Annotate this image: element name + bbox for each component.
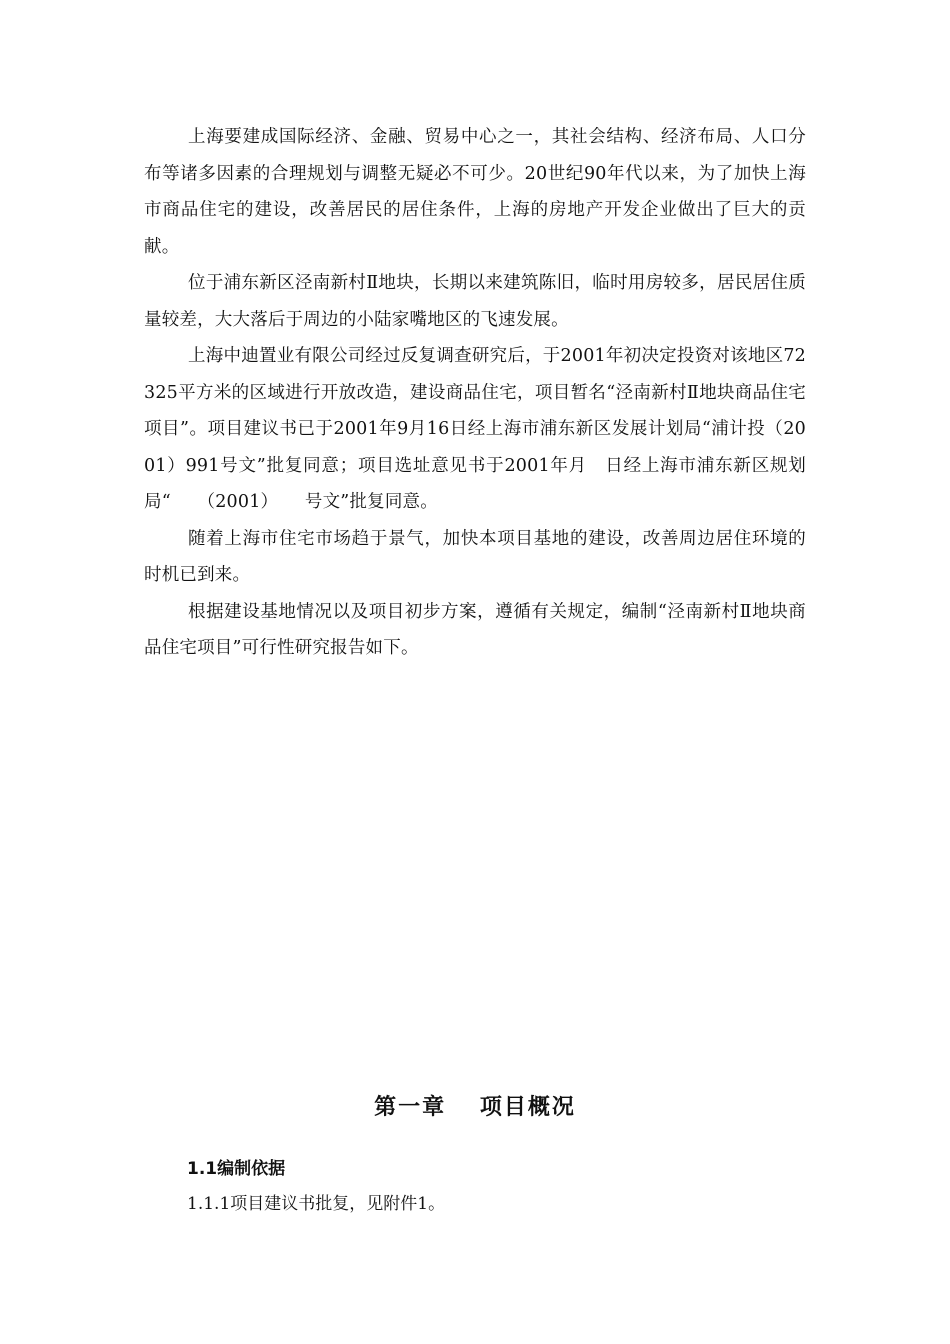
chapter-title: 第一章 项目概况 <box>374 1095 576 1120</box>
introduction-body <box>144 119 806 667</box>
paragraph-market-timing: 随着上海市住宅市场趋于景气，加快本项目基地的建设，改善周边居住环境的时机已到来。 <box>144 528 806 585</box>
paragraph-site-location: 位于浦东新区泾南新村Ⅱ地块，长期以来建筑陈旧，临时用房较多，居民居住质量较差，大大落后于周边的小陆家嘴地区的飞速发展。 <box>144 273 806 330</box>
paragraph-report-purpose: 根据建设基地情况以及项目初步方案，遵循有关规定，编制“泾南新村Ⅱ地块商品住宅项目”可行性研究报告如下。 <box>144 601 806 658</box>
paragraph-project-approval: 上海中迪置业有限公司经过反复调查研究后，于2001年初决定投资对该地区72325平方米的区域进行开放改造，建设商品住宅，项目暂名“泾南新村Ⅱ地块商品住宅项目”。项目建议书已于2001年9月16日经上海市浦东新区发展计划局“浦计投（2001）991号文”批复同意；项目选址意见书于2001年月 日经上海市浦东新区规划局“ （2001） 号文”批复同意。 <box>144 346 806 512</box>
paragraph-shanghai-development: 上海要建成国际经济、金融、贸易中心之一，其社会结构、经济布局、人口分布等诸多因素的合理规划与调整无疑必不可少。20世纪90年代以来，为了加快上海市商品住宅的建设，改善居民的居住条件，上海的房地产开发企业做出了巨大的贡献。 <box>144 127 806 257</box>
subsection-item: 1.1.1项目建议书批复，见附件1。 <box>187 1194 446 1214</box>
section-heading: 1.1编制依据 <box>187 1159 286 1179</box>
